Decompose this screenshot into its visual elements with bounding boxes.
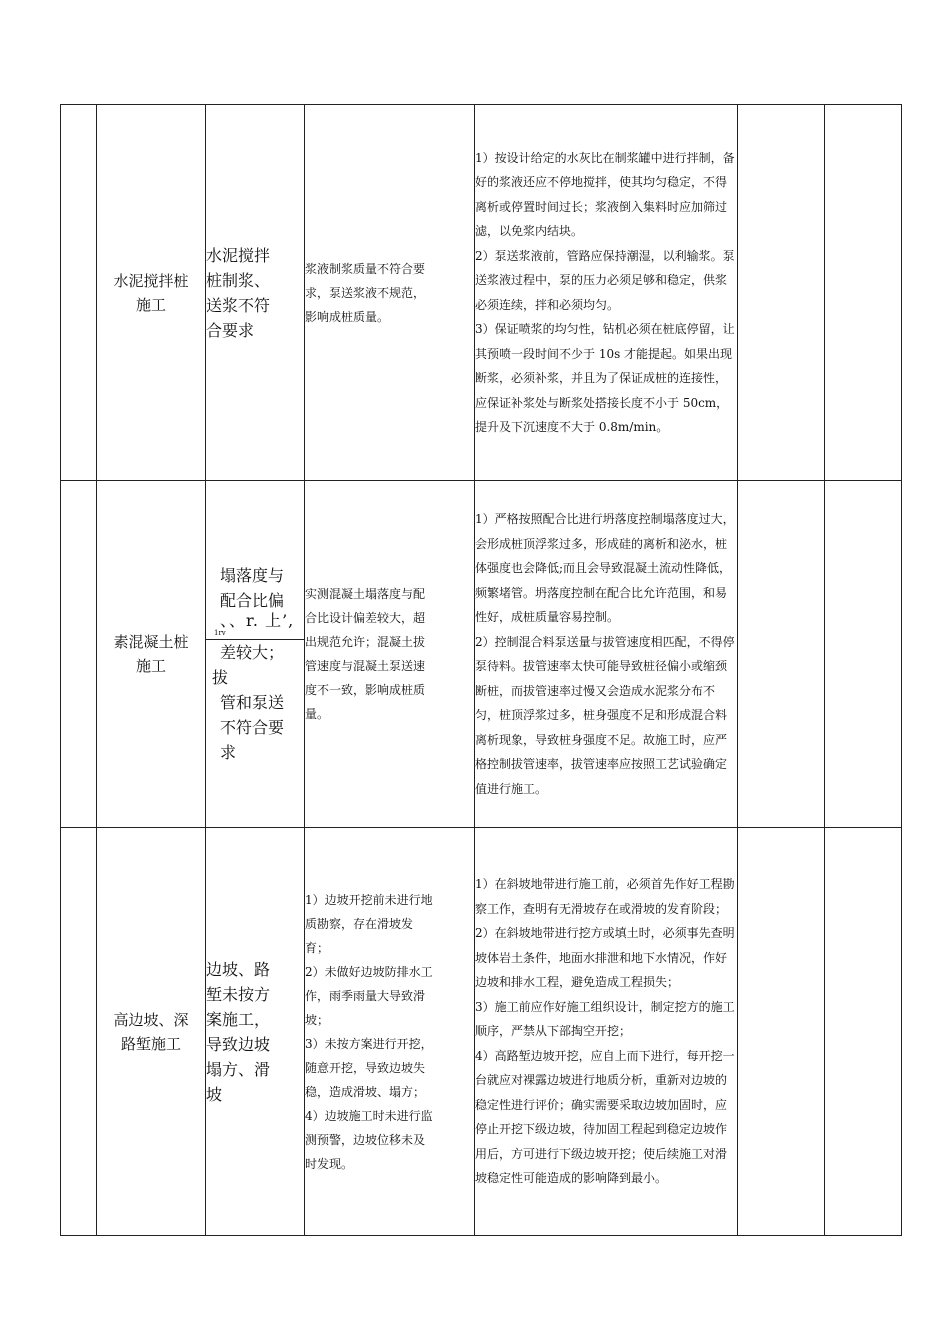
table-row [61,828,902,1236]
item-cell: 高边坡、深 路堑施工 [97,828,206,1236]
risk-cell [206,481,305,828]
blank-cell [738,481,825,828]
measure-cell: 1）按设计给定的水灰比在制浆罐中进行拌制，备好的浆液还应不停地搅拌，使其均匀稳定，不得离析或停置时间过长；浆液倒入集料时应加筛过滤，以免浆内结块。 2）泵送浆液前，管路应保持潮湿，以利输浆。泵送浆液过程中，泵的压力必须足够和稳定，供浆必须连续，拌和必须均匀。 3）保证喷浆的均匀性，钻机必须在桩底停留，让其预喷一段时间不少于 10s 才能提起。如果出现断浆，必须补浆，并且为了保证成桩的连接性，应保证补浆处与断浆处搭接长度不小于 50cm，提升及下沉速度不大于 0.8m/min。 [475,105,738,481]
measure-cell: 1）严格按照配合比进行坍落度控制塌落度过大，会形成桩顶浮浆过多，形成硅的离析和泌水，桩体强度也会降低;而且会导致混凝土流动性降低，频繁堵管。坍落度控制在配合比允许范围，和易性好，成桩质量容易控制。 2）控制混合料泵送量与拔管速度相匹配，不得停泵待料。拔管速率太快可能导致桩径偏小或缩颈断桩，而拔管速率过慢又会造成水泥浆分布不匀，桩顶浮浆过多，桩身强度不足和形成混合料离析现象，导致桩身强度不足。故施工时，应严格控制拔管速率，拔管速率应按照工艺试验确定值进行施工。 [475,481,738,828]
risk-table [60,104,902,1236]
risk-cell: 水泥搅拌 桩制浆、 送浆不符 合要求 [206,105,305,481]
index-cell [61,481,97,828]
blank-cell [825,481,902,828]
item-cell: 素混凝土桩 施工 [97,481,206,828]
item-cell: 水泥搅拌桩 施工 [97,105,206,481]
blank-cell [825,105,902,481]
risk-cell-bottom: 差较大； 拔 管和泵送 不符合要 求 [212,643,285,762]
table-row [61,105,902,481]
blank-cell [738,105,825,481]
index-cell [61,105,97,481]
risk-cell-top: 塌落度与 配合比偏 、、r. 上’, 1rv [206,483,304,640]
cause-cell: 浆液制浆质量不符合要 求，泵送浆液不规范， 影响成桩质量。 [305,105,475,481]
risk-cell: 边坡、路 堑未按方 案施工， 导致边坡 塌方、滑 坡 [206,828,305,1236]
blank-cell [738,828,825,1236]
index-cell [61,828,97,1236]
blank-cell [825,828,902,1236]
cause-cell: 实测混凝土塌落度与配 合比设计偏差较大，超 出规范允许；混凝土拔 管速度与混凝土泵送速 度不一致，影响成桩质 量。 [305,481,475,828]
measure-cell: 1）在斜坡地带进行施工前，必须首先作好工程勘察工作，查明有无滑坡存在或滑坡的发育阶段； 2）在斜坡地带进行挖方或填土时，必须事先查明坡体岩土条件，地面水排泄和地下水情况，作好边坡和排水工程，避免造成工程损失； 3）施工前应作好施工组织设计，制定挖方的施工顺序，严禁从下部掏空开挖； 4）高路堑边坡开挖，应自上而下进行，每开挖一台就应对裸露边坡进行地质分析，重新对边坡的稳定性进行评价；确实需要采取边坡加固时，应停止开挖下级边坡，待加固工程起到稳定边坡作用后，方可进行下级边坡开挖；使后续施工对滑坡稳定性可能造成的影响降到最小。 [475,828,738,1236]
cause-cell: 1）边坡开挖前未进行地 质勘察，存在滑坡发 育； 2）未做好边坡防排水工 作，雨季雨量大导致滑 坡； 3）未按方案进行开挖， 随意开挖，导致边坡失 稳，造成滑坡、塌方； 4）边坡施工时未进行监 测预警，边坡位移未及 时发现。 [305,828,475,1236]
table-row [61,481,902,828]
